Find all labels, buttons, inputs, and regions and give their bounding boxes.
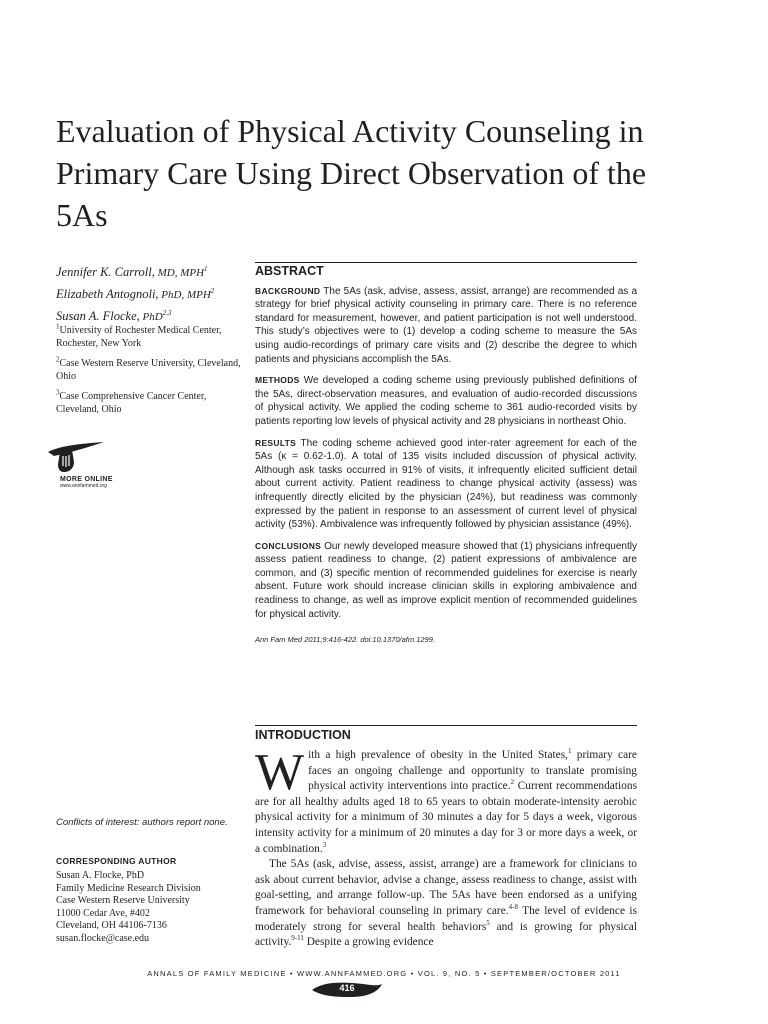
- reference-marker: 9-11: [291, 934, 304, 943]
- abstract-heading: ABSTRACT: [255, 264, 324, 278]
- author-name: Susan A. Flocke,: [56, 309, 140, 323]
- reference-marker: 4-8: [508, 903, 518, 912]
- corresponding-author-institution: Case Western Reserve University: [56, 895, 190, 907]
- more-online-label: MORE ONLINE: [60, 476, 113, 483]
- abstract-text: The coding scheme achieved good inter-rater agreement for each of the 5As (κ = 0.62-1.0). A total of 135 visits included discussion of physical activity. Although ask tasks occurred in 91% of visits, it infrequently elicited sufficient detail about current activity. Patient readiness to change physical activity (assess) was infrequently directly elicited by the physician (24%), but readiness was commonly expressed by the patient in response to an assessment of current level of physical activity (53%). Ambivalence was infrequently followed by physician assistance (49%).: [255, 437, 637, 531]
- author-affil-marker: 1: [204, 264, 208, 273]
- paragraph-text: The level of evidence is moderately strong for several health behaviors: [255, 904, 637, 933]
- abstract-rule: [255, 262, 637, 263]
- affiliation-marker: 2: [56, 355, 60, 364]
- affiliation-3: [56, 390, 246, 416]
- author-affil-marker: 2: [210, 286, 215, 295]
- affiliation-text: University of Rochester Medical Center, Rochester, New York: [56, 325, 222, 349]
- pointing-hand-icon: [46, 442, 106, 474]
- more-online-link[interactable]: [46, 442, 136, 489]
- paragraph-text: Current recommendations are for all healthy adults aged 18 to 65 years to obtain moderate-intensity aerobic physical activity for a minimum of 30 minutes a day for 5 days a week, vigorous intensity activity for a minimum of 20 minutes a day for 3 or more days a week, or a combination.: [255, 780, 638, 855]
- introduction-paragraph-2: [255, 857, 637, 951]
- reference-marker: 2: [510, 778, 515, 787]
- introduction: [255, 725, 637, 951]
- author-2: [56, 284, 246, 306]
- introduction-paragraph-1: [255, 744, 638, 857]
- author-degrees: MD, MPH: [154, 267, 205, 279]
- article-title: Evaluation of Physical Activity Counseling in Primary Care Using Direct Observation of the 5As: [56, 113, 647, 233]
- abstract-label: RESULTS: [255, 437, 297, 448]
- corresponding-author-division: Family Medicine Research Division: [56, 882, 201, 894]
- abstract: [255, 262, 637, 647]
- abstract-label: METHODS: [255, 375, 300, 386]
- affiliation-list: [56, 324, 246, 423]
- affiliation-text: Case Western Reserve University, Cleveland, Ohio: [56, 358, 241, 382]
- corresponding-author-heading: CORRESPONDING AUTHOR: [56, 856, 177, 866]
- paragraph-text: and is growing for physical activity.: [255, 920, 637, 949]
- abstract-methods: [255, 374, 637, 428]
- paragraph-text: The 5As (ask, advise, assess, assist, arrange) are a framework for clinicians to ask about current behavior, advise a change, assess readiness to change, assist with goal-setting, and arrange follow-up. The 5As have been endorsed as a unifying framework for behavioral counseling in primary care.: [255, 858, 637, 917]
- paragraph-text: ith a high prevalence of obesity in the United States,: [308, 749, 569, 761]
- page-number: 416: [339, 983, 355, 993]
- article-citation: Ann Fam Med 2011;9:416-422. doi:10.1370/afm.1299.: [255, 635, 435, 645]
- author-name: Elizabeth Antognoli,: [56, 287, 159, 301]
- affiliation-marker: 3: [56, 388, 60, 397]
- journal-footer: ANNALS OF FAMILY MEDICINE • WWW.ANNFAMMED.ORG • VOL. 9, NO. 5 • SEPTEMBER/OCTOBER 2011: [147, 969, 621, 978]
- corresponding-author-name: Susan A. Flocke, PhD: [56, 870, 145, 881]
- abstract-label: BACKGROUND: [255, 285, 321, 296]
- abstract-results: [255, 437, 637, 532]
- corresponding-author-street: 11000 Cedar Ave, #402: [56, 907, 150, 919]
- reference-marker: 5: [486, 918, 490, 927]
- drop-cap: W: [255, 744, 305, 801]
- author-affil-marker: 2,3: [162, 308, 172, 317]
- introduction-body: [255, 744, 638, 951]
- corresponding-author-email[interactable]: susan.flocke@case.edu: [56, 932, 150, 944]
- corresponding-author-city: Cleveland, OH 44106-7136: [56, 920, 167, 932]
- author-1: [56, 262, 246, 284]
- abstract-conclusions: [255, 540, 637, 622]
- author-degrees: PhD: [139, 311, 163, 323]
- abstract-text: The 5As (ask, advise, assess, assist, arrange) are recommended as a strategy for brief physical activity counseling in primary care. There is no reference standard for measurement, however, and patient participation is not well understood. This study’s objectives were to (1) develop a coding scheme to measure the 5As using audio-recordings of primary care visits and (2) describe the degree to which patients and physicians accomplish the 5As.: [255, 285, 637, 365]
- corresponding-author: [56, 856, 246, 946]
- author-degrees: PhD, MPH: [158, 289, 211, 301]
- introduction-rule: [255, 725, 637, 726]
- abstract-text: Our newly developed measure showed that (1) physicians infrequently assess patient readiness to change, (2) patient expressions of ambivalence are common, and (3) specific mention of recommended guidelines for exercise is nearly absent. Future work should increase clinician skills in exploring ambivalence and readiness to change, as well as improve explicit mention of recommended guidelines for physical activity.: [255, 540, 637, 620]
- author-list: [56, 262, 246, 328]
- reference-marker: 1: [568, 747, 572, 756]
- conflicts-of-interest: Conflicts of interest: authors report none.: [56, 817, 228, 828]
- page-number-badge: [312, 982, 382, 998]
- paragraph-text: Despite a growing evidence: [303, 936, 434, 949]
- affiliation-2: [56, 357, 246, 383]
- affiliation-marker: 1: [56, 322, 60, 331]
- introduction-heading: INTRODUCTION: [255, 728, 351, 742]
- abstract-label: CONCLUSIONS: [255, 540, 322, 551]
- abstract-background: [255, 285, 637, 367]
- affiliation-text: Case Comprehensive Cancer Center, Cleveland, Ohio: [56, 391, 207, 415]
- author-name: Jennifer K. Carroll,: [56, 265, 155, 279]
- affiliation-1: [56, 324, 246, 350]
- abstract-text: We developed a coding scheme using previously published definitions of the 5As, direct-observation measures, and evaluation of audio-recorded discussions of physical activity. We applied the coding scheme to 361 audio-recorded visits by patients reporting low levels of physical activity and 28 physicians in northeast Ohio.: [255, 375, 637, 427]
- reference-marker: 3: [322, 840, 327, 849]
- more-online-url[interactable]: www.annfammed.org: [60, 483, 107, 489]
- paragraph-text: primary care faces an ongoing challenge and opportunity to translate promising physical activity interventions into practice.: [308, 749, 637, 793]
